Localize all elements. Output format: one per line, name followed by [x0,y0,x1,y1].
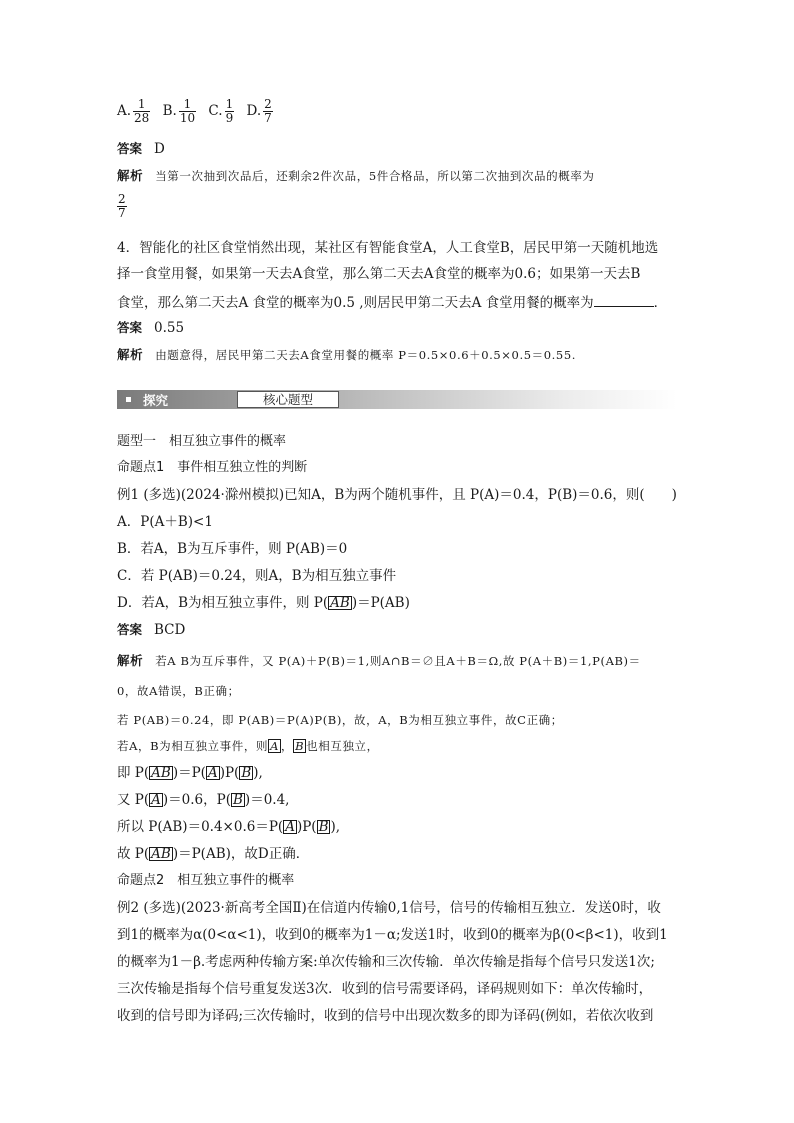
q4-stem-line-1: 4．智能化的社区食堂悄然出现，某社区有智能食堂A，人工食堂B，居民甲第一天随机地选 [117,240,659,256]
q4-analysis: 解析 由题意得，居民甲第二天去A食堂用餐的概率 P＝0.5×0.6＋0.5×0.5＝0.55. [117,347,576,362]
ex2-line-3: 的概率为1－β.考虑两种传输方案:单次传输和三次传输．单次传输是指每个信号只发送1次; [117,954,655,970]
q4-answer-blank [594,292,654,307]
q4-answer: 答案 0.55 [117,320,185,336]
ex2-line-5: 收到的信号即为译码;三次传输时，收到的信号中出现次数多的即为译码(例如，若依次收到 [117,1008,654,1024]
ex1-analysis-line-6: 又 P( A )＝0.6，P( B )＝0.4, [117,792,290,808]
ex1-analysis-line-4: 若A，B为相互独立事件，则 A ， B 也相互独立， [117,739,379,753]
ex1-analysis-line-8: 故 P( AB )＝P(AB)，故D正确． [117,846,310,862]
q3-option-d: D. $\frac{2}{7}$ [246,97,272,125]
ex1-stem: 例1 (多选)(2024·滁州模拟)已知A，B为两个随机事件，且 P(A)＝0.4，P(B)＝0.6，则( ) [117,487,677,503]
ex1-option-a: A．P(A＋B)<1 [117,514,213,530]
banner-left-label: 探究 [143,393,169,408]
ex2-line-1: 例2 (多选)(2023·新高考全国Ⅱ)在信道内传输0,1信号，信号的传输相互独立．发送0时，收 [117,900,661,916]
q3-option-c: C. $\frac{1}{9}$ [208,97,234,125]
point-1-title: 命题点1 事件相互独立性的判断 [117,460,308,475]
ex2-line-4: 三次传输是指每个信号重复发送3次．收到的信号需要译码，译码规则如下：单次传输时， [117,981,653,997]
section-banner [117,390,677,409]
banner-right-label: 核心题型 [237,391,339,408]
ex2-line-2: 到1的概率为α(0<α<1)，收到0的概率为1－α;发送1时，收到0的概率为β(0<β<1)，收到1 [117,927,668,943]
ex1-option-b: B．若A，B为互斥事件，则 P(AB)＝0 [117,541,348,557]
ex1-answer: 答案 BCD [117,622,186,638]
q3-option-a: A. $\frac{1}{28}$ [117,97,150,125]
ex1-analysis-line-2: 0，故A错误，B正确； [117,684,240,698]
ex1-analysis-line-1: 解析 若A B为互斥事件，又 P(A)＋P(B)＝1,则A∩B＝∅且A＋B＝Ω,故 P(A＋B)＝1,P(AB)＝ [117,653,641,668]
q3-options [117,98,281,125]
q3-answer: 答案 D [117,141,165,157]
q4-stem-line-3: 食堂，那么第二天去A 食堂的概率为0.5 ,则居民甲第二天去A 食堂用餐的概率为 ． [117,292,667,312]
point-2-title: 命题点2 相互独立事件的概率 [117,873,295,888]
q3-analysis: 解析 当第一次抽到次品后，还剩余2件次品，5件合格品，所以第二次抽到次品的概率为 [117,168,595,183]
banner-square-icon [126,397,131,402]
ex1-analysis-line-7: 所以 P(AB)＝0.4×0.6＝P( A )P( B ), [117,819,341,835]
q3-option-b: B. $\frac{1}{10}$ [162,97,196,125]
ex1-option-c: C．若 P(AB)＝0.24，则A，B为相互独立事件 [117,568,397,584]
section-title: 题型一 相互独立事件的概率 [117,434,287,449]
q4-stem-line-2: 择一食堂用餐，如果第一天去A食堂，那么第二天去A食堂的概率为0.6；如果第一天去B [117,266,641,282]
ex1-analysis-line-3: 若 P(AB)＝0.24，即 P(AB)＝P(A)P(B)，故，A，B为相互独立事件，故C正确； [117,713,563,727]
ex1-option-d: D．若A，B为相互独立事件，则 P( AB )＝P(AB) [117,595,410,611]
q3-analysis-fraction: $\frac{2}{7}$ [118,192,126,220]
ex1-analysis-line-5: 即 P( AB )＝P( A )P( B ), [117,765,263,781]
